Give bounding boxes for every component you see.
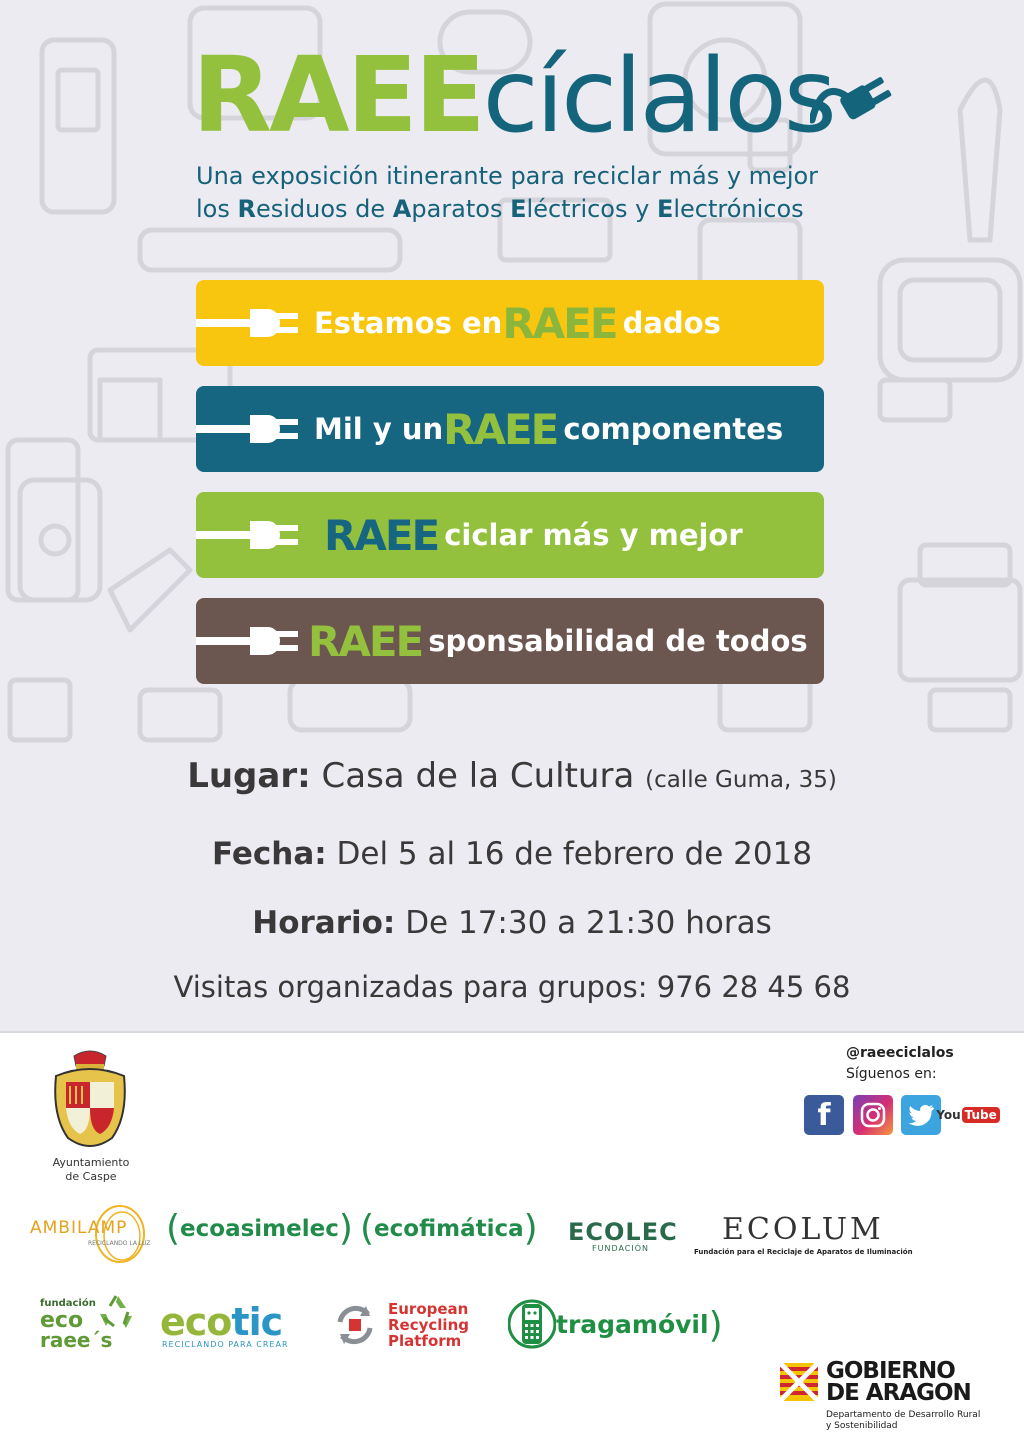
subtitle-line-1: Una exposición itinerante para reciclar más y mejor [196, 162, 819, 190]
ecolec-logo: ECOLEC [568, 1218, 678, 1246]
title-raee: RAEE [192, 34, 483, 156]
twitter-icon[interactable] [901, 1095, 941, 1135]
social-handle: @raeeciclalos [846, 1045, 954, 1061]
band-raee: RAEE [502, 298, 617, 348]
band-raee: RAEE [443, 404, 558, 454]
social-follow-label: Síguenos en: [846, 1066, 937, 1082]
banner-raeesponsabilidad-de-todos [196, 598, 824, 684]
band-pre: Estamos en [314, 306, 503, 340]
band-post: sponsabilidad de todos [428, 624, 808, 658]
ecofimatica-logo: (ecofimática) [360, 1208, 538, 1249]
band-pre: Mil y un [314, 412, 444, 446]
subtitle-line-2: los Residuos de Aparatos Eléctricos y Electrónicos [196, 195, 804, 223]
title-ciclalos: cíclalos [482, 37, 834, 156]
banner-raeeciclar-mas-y-mejor [196, 492, 824, 578]
lugar-detail: (calle Guma, 35) [645, 767, 837, 793]
page-title [192, 34, 834, 164]
erp-arrows-icon [332, 1302, 378, 1348]
plug-icon [196, 625, 306, 657]
ecotic-subtitle: RECICLANDO PARA CREAR [162, 1340, 289, 1349]
ecotic-logo: ecotic [160, 1300, 283, 1344]
band-raee: RAEE [324, 510, 439, 560]
caspe-coat-of-arms-logo [50, 1048, 130, 1152]
plug-icon [196, 519, 306, 551]
info-fecha [0, 836, 1024, 872]
tragamovil-logo: tragamóvil) [556, 1305, 723, 1346]
plug-logo-icon [810, 70, 900, 140]
band-post: dados [622, 306, 721, 340]
aragon-department-label: Departamento de Desarrollo Rural y Sostenibilidad [826, 1410, 981, 1431]
fecha-value: Del 5 al 16 de febrero de 2018 [336, 836, 813, 872]
lugar-value: Casa de la Cultura [321, 756, 635, 796]
ambilamp-logo: AMBILAMP RECICLANDO LA LUZ [30, 1200, 148, 1270]
youtube-icon[interactable]: You Tube [946, 1103, 990, 1127]
ecolec-subtitle: FUNDACIÓN [592, 1244, 650, 1253]
banner-mil-y-un-raeecomponentes [196, 386, 824, 472]
info-lugar [0, 756, 1024, 796]
horario-label: Horario: [252, 905, 396, 941]
band-post: ciclar más y mejor [444, 518, 743, 552]
recycle-icon [98, 1292, 138, 1332]
gobierno-de-aragon-logo: GOBIERNO DE ARAGON [826, 1358, 971, 1406]
european-recycling-platform-logo: European Recycling Platform [388, 1300, 469, 1350]
subtitle [196, 160, 896, 226]
lugar-label: Lugar: [187, 756, 311, 796]
plug-icon [196, 307, 306, 339]
fecha-label: Fecha: [211, 836, 327, 872]
facebook-icon[interactable]: f [804, 1095, 844, 1135]
info-horario [0, 905, 1024, 941]
info-visitas: Visitas organizadas para grupos: 976 28 45 68 [173, 970, 851, 1004]
horario-value: De 17:30 a 21:30 horas [405, 905, 772, 941]
band-post: componentes [563, 412, 784, 446]
band-raee: RAEE [308, 616, 423, 666]
ecoasimelec-logo: (ecoasimelec) [166, 1208, 353, 1249]
ayuntamiento-caspe-label: Ayuntamiento de Caspe [52, 1156, 130, 1183]
aragon-flag-icon [780, 1363, 818, 1401]
fundacion-ecoraees-logo: fundación eco raee´s [40, 1298, 140, 1354]
instagram-icon[interactable] [853, 1095, 893, 1135]
banner-estamos-en-raeedados [196, 280, 824, 366]
tragamovil-phone-icon [508, 1296, 556, 1352]
ecolum-subtitle: Fundación para el Reciclaje de Aparatos de Iluminación [694, 1248, 913, 1256]
ecolum-logo: ECOLUM [722, 1212, 884, 1247]
plug-icon [196, 413, 306, 445]
